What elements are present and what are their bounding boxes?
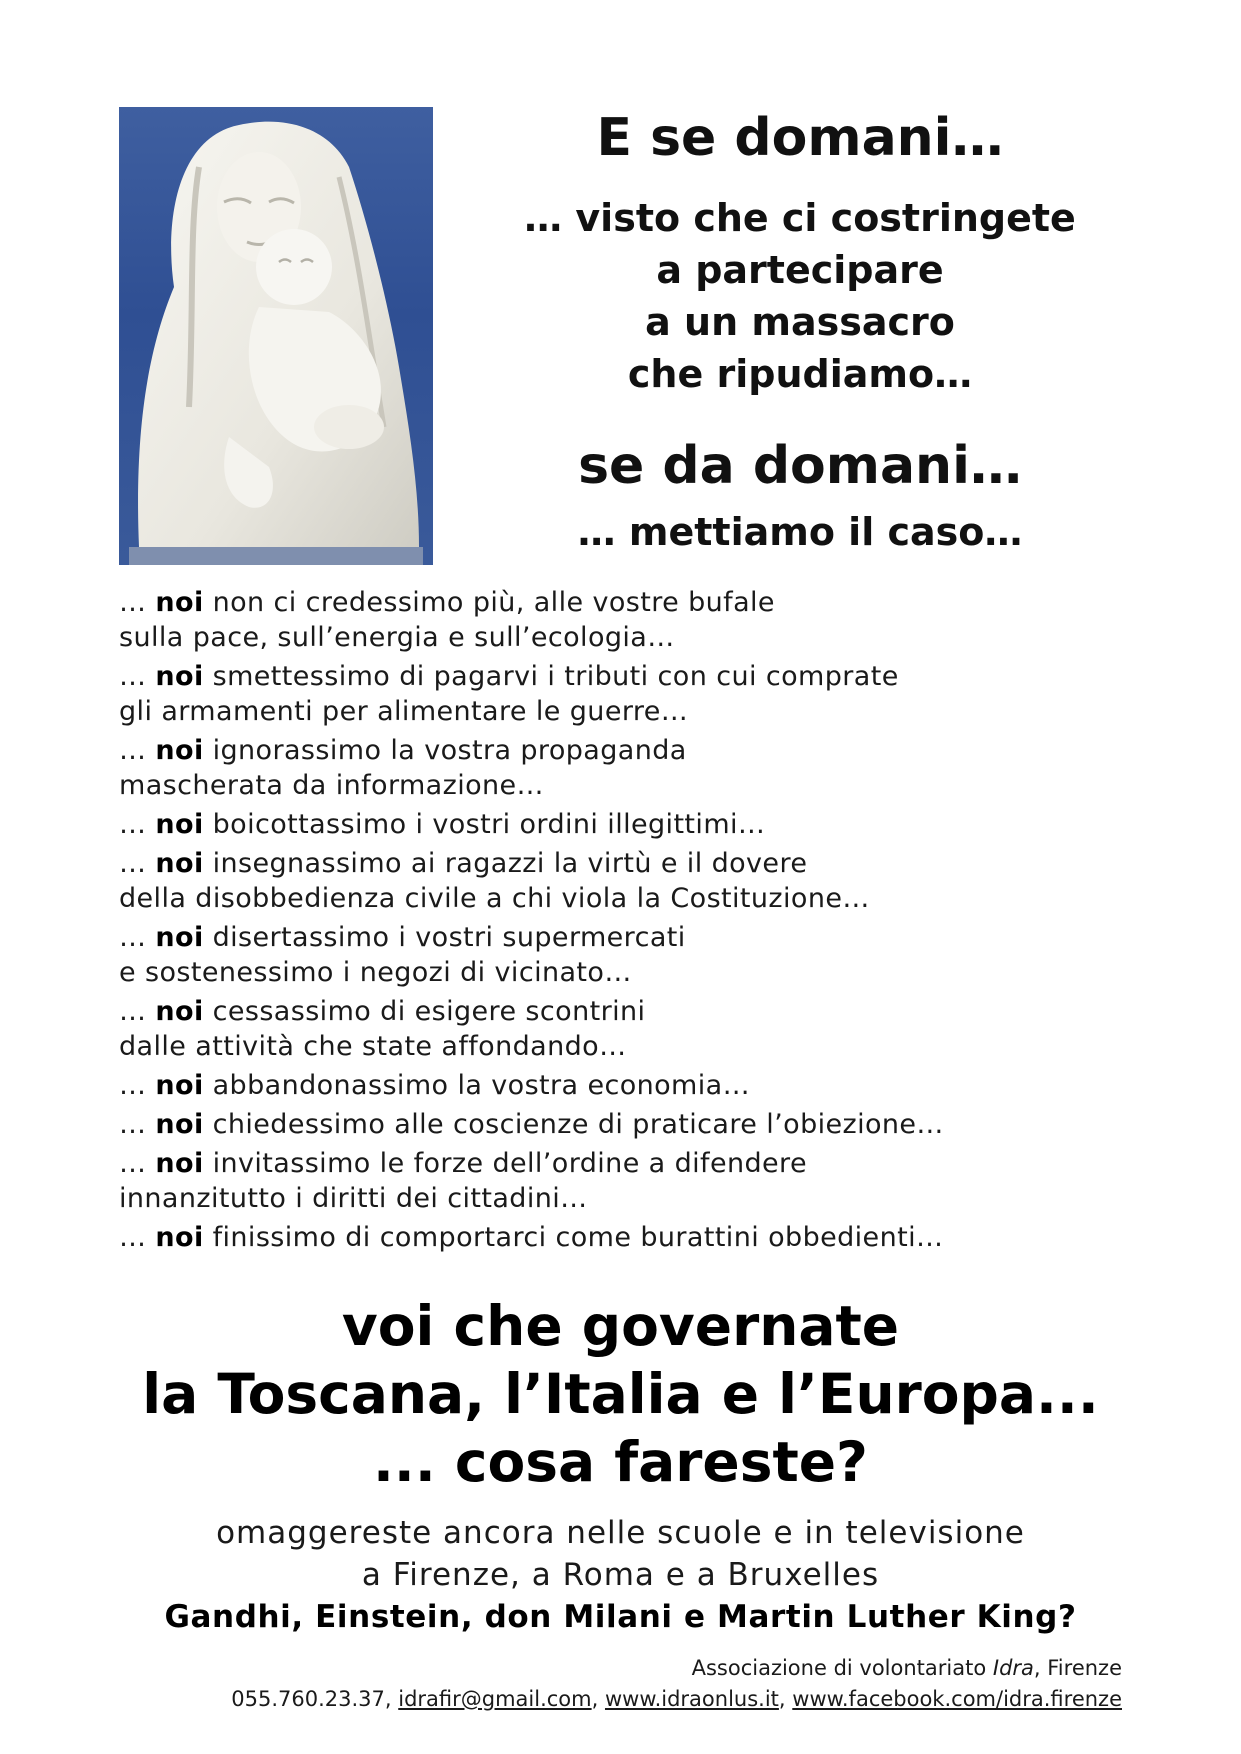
closing-names: Gandhi, Einstein, don Milani e Martin Luther King? [164,1599,1077,1635]
subtitle-line: che ripudiamo… [627,352,973,396]
subtitle-line: … visto che ci costringete [524,196,1076,240]
list-item-line: innanzitutto i diritti dei cittadini… [119,1183,588,1214]
association-line: Associazione di volontariato Idra, Firenze [691,1656,1122,1680]
list-item-line: … noi boicottassimo i vostri ordini illegittimi… [119,809,766,840]
list-item [119,807,1119,842]
list-item-line: gli armamenti per alimentare le guerre… [119,696,689,727]
list-item [119,1146,1119,1216]
phone-number: 055.760.23.37 [231,1687,385,1711]
closing-line: omaggereste ancora nelle scuole e in televisione [216,1515,1025,1551]
list-item-line: … noi insegnassimo ai ragazzi la virtù e il dovere [119,848,808,879]
list-item-line: … noi disertassimo i vostri supermercati [119,922,686,953]
list-item [119,659,1119,729]
closing-line: a Firenze, a Roma e a Bruxelles [361,1557,880,1593]
association-name: Idra [992,1656,1034,1680]
list-item [119,1068,1119,1103]
website-link[interactable]: www.idraonlus.it [604,1687,779,1711]
hypothesis-list [119,585,1119,1259]
list-item [119,1220,1119,1255]
subtitle-line: a partecipare [656,248,944,292]
email-link[interactable]: idrafir@gmail.com [398,1687,592,1711]
second-subtitle: … mettiamo il caso… [577,510,1023,554]
question-line: la Toscana, l’Italia e l’Europa... [142,1362,1099,1426]
subtitle-block [450,192,1150,400]
question-line: ... cosa fareste? [373,1430,868,1494]
list-item-line: dalle attività che state affondando… [119,1031,627,1062]
second-title: se da domani… [578,436,1022,496]
list-item [119,994,1119,1064]
list-item-line: … noi abbandonassimo la vostra economia… [119,1070,751,1101]
footer [231,1653,1122,1715]
subtitle-line: a un massacro [645,300,955,344]
main-question [0,1292,1241,1496]
list-item-line: e sostenessimo i negozi di vicinato… [119,957,632,988]
list-item [119,585,1119,655]
facebook-link[interactable]: www.facebook.com/idra.firenze [792,1687,1122,1711]
list-item [119,846,1119,916]
list-item-line: sulla pace, sull’energia e sull’ecologia… [119,622,675,653]
madonna-child-photo [119,107,433,565]
list-item-line: … noi ignorassimo la vostra propaganda [119,735,687,766]
list-item-line: … noi invitassimo le forze dell’ordine a difendere [119,1148,807,1179]
list-item-line: della disobbedienza civile a chi viola la Costituzione… [119,883,870,914]
list-item [119,920,1119,990]
list-item-line: … noi finissimo di comportarci come burattini obbedienti… [119,1222,944,1253]
list-item-line: … noi chiedessimo alle coscienze di praticare l’obiezione… [119,1109,944,1140]
main-title: E se domani… [596,108,1004,168]
closing-block [0,1512,1241,1638]
list-item-line: … noi smettessimo di pagarvi i tributi con cui comprate [119,661,899,692]
madonna-sculpture-illustration [119,107,433,565]
list-item [119,1107,1119,1142]
question-line: voi che governate [341,1294,900,1358]
contact-line: 055.760.23.37, idrafir@gmail.com, www.idraonlus.it, www.facebook.com/idra.firenze [231,1687,1122,1711]
list-item-line: … noi cessassimo di esigere scontrini [119,996,646,1027]
list-item-line: … noi non ci credessimo più, alle vostre bufale [119,587,775,618]
list-item [119,733,1119,803]
list-item-line: mascherata da informazione… [119,770,544,801]
